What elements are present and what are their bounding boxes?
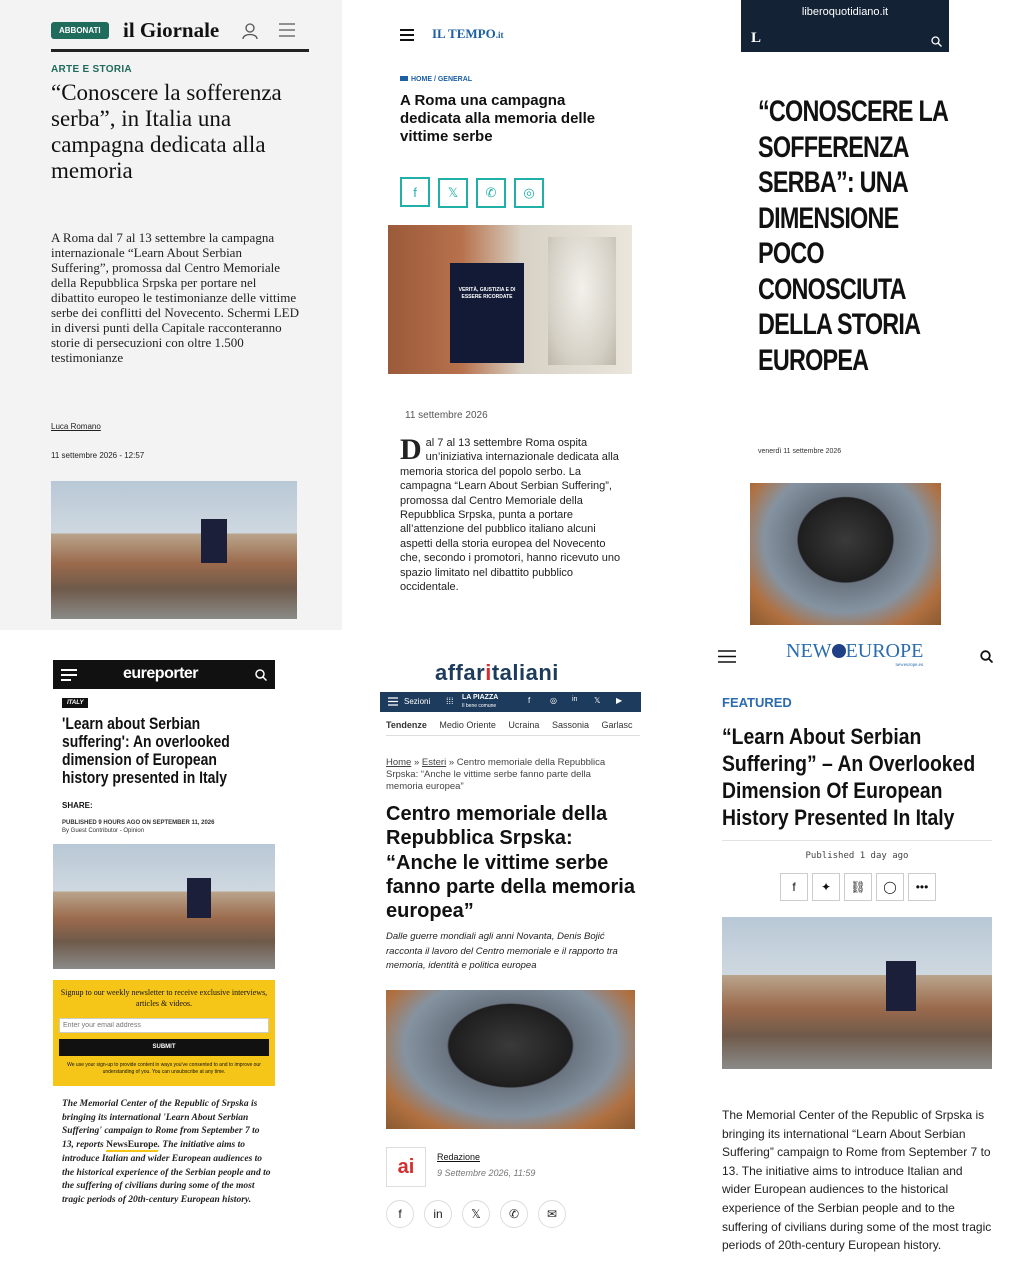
menu-icon[interactable] (279, 23, 295, 42)
affari-panel (342, 630, 682, 1261)
affari-navbar (380, 692, 641, 712)
search-icon[interactable] (980, 650, 993, 668)
subheadline: Dalle guerre mondiali agli anni Novanta, Denis Bojić racconta il lavoro del Centro memoriale e il rapporto tra memoria, identità e politica europea (386, 931, 618, 972)
libero-panel (682, 0, 1024, 630)
article-photo (388, 225, 632, 374)
search-icon[interactable] (931, 34, 942, 52)
publish-date: venerdì 11 settembre 2026 (758, 448, 842, 455)
share-bar (400, 177, 552, 208)
category-tag[interactable]: ITALY (62, 698, 88, 708)
share-bar (780, 873, 940, 901)
neweurope-panel (682, 630, 1024, 1261)
user-icon[interactable] (241, 22, 259, 45)
subscribe-badge[interactable]: ABBONATI (51, 22, 109, 39)
topic-sassonia[interactable]: Sassonia (551, 720, 589, 730)
instagram-icon[interactable]: ◎ (514, 178, 544, 208)
facebook-icon[interactable]: f (528, 696, 531, 705)
topic-tendenze[interactable]: Tendenze (386, 720, 427, 730)
article-body: The Memorial Center of the Republic of Srpska is bringing its international 'Learn About Serbian Suffering' campaign to Rome from September 7 to 13, reports NewsEurope. The initiative aims to introduce Italian and wider European audiences to the historical experience of the Serbian people and to the suffering of civilians during some of the most tragic periods of 20th-century European history. (62, 1099, 271, 1205)
newsletter-box (53, 980, 275, 1086)
byline[interactable]: By Guest Contributor - Opinion (62, 828, 145, 834)
libero-logo[interactable]: L (751, 30, 762, 46)
published-line: PUBLISHED 9 HOURS AGO ON SEPTEMBER 11, 2026 (62, 820, 215, 826)
affari-logo[interactable]: affaritaliani (435, 660, 559, 685)
article-body: The Memorial Center of the Republic of Srpska is bringing its international “Learn About Serbian Suffering” campaign to Rome from September 7 to 13. The initiative aims to introduce Italian and wider European audiences to the historical experience of the Serbian people and to the suffering of civilians during some of the most tragic periods of 20th-century European history. (722, 1108, 992, 1253)
breadcrumb: Home » Esteri » Centro memoriale della Repubblica Srpska: “Anche le vittime serbe fanno parte della memoria europea” (386, 757, 606, 792)
tempo-logo[interactable]: IL TEMPO.it (432, 26, 504, 41)
title-divider (722, 840, 992, 841)
linkedin-icon[interactable]: in (424, 1200, 452, 1228)
article-photo (51, 481, 297, 619)
article-photo (750, 483, 941, 625)
publish-date: 11 settembre 2026 (405, 410, 488, 421)
article-photo (386, 990, 635, 1129)
youtube-icon[interactable]: ▶ (616, 696, 623, 705)
newseurope-link[interactable]: NewsEurope (106, 1140, 158, 1151)
dropcap: D (400, 433, 422, 466)
grid-icon: ⁞⁞⁞ (446, 696, 454, 706)
submit-button[interactable]: SUBMIT (59, 1039, 269, 1056)
topic-ucraina[interactable]: Ucraina (508, 720, 540, 730)
menu-icon[interactable] (61, 668, 77, 686)
site-domain[interactable]: liberoquotidiano.it (801, 6, 889, 18)
eureporter-panel (0, 630, 342, 1261)
neweurope-logo[interactable]: NEW EUROPE neweurope.eu (786, 640, 924, 668)
headline: A Roma una campagna dedicata alla memoria delle vittime serbe (400, 92, 596, 145)
newsletter-text: Signup to our weekly newsletter to receive exclusive interviews, articles & videos. (60, 988, 268, 1008)
facebook-icon[interactable]: f (780, 873, 808, 901)
email-field[interactable] (59, 1018, 269, 1033)
article-body: Dal 7 al 13 settembre Roma ospita un’iniziativa internazionale dedicata alla memoria storica del popolo serbo. La campagna “Learn About Serbian Suffering”, promossa dal Centro Memoriale della Repubblica Srpska, punta a portare all’attenzione del pubblico italiano alcuni aspetti della storia europea del Novecento che, secondo i promotori, hanno ricevuto uno spazio limitato nel dibattito pubblico occidentale. (400, 433, 621, 594)
link-icon[interactable]: ⛓ (844, 873, 872, 901)
facebook-icon[interactable]: f (400, 177, 430, 207)
eureporter-logo[interactable]: eureporter (123, 665, 199, 682)
headline: “Learn About Serbian Suffering” – An Overlooked Dimension Of European History Presented In Italy (722, 724, 976, 830)
article-photo (53, 844, 275, 969)
linkedin-icon[interactable]: in (572, 696, 578, 703)
giornale-logo[interactable]: il Giornale (123, 18, 220, 42)
home-flag-icon (400, 76, 408, 81)
led-screen-text: VERITÀ, GIUSTIZIA E DI ESSERE RICORDATE (458, 287, 516, 300)
search-icon[interactable] (255, 668, 267, 686)
breadcrumb-home[interactable]: Home (386, 757, 412, 768)
breadcrumb-esteri[interactable]: Esteri (421, 757, 447, 768)
breadcrumb[interactable]: HOME / GENERAL (400, 76, 472, 83)
giornale-header (51, 18, 309, 52)
publish-date: 9 Settembre 2026, 11:59 (437, 1168, 536, 1178)
topic-medio-oriente[interactable]: Medio Oriente (439, 720, 496, 730)
piazza-link[interactable]: LA PIAZZA (462, 694, 499, 701)
menu-icon[interactable] (400, 28, 414, 46)
piazza-subtitle: Il bene comune (462, 703, 497, 709)
more-icon[interactable]: ••• (908, 873, 936, 901)
share-bar (386, 1200, 576, 1228)
twitter-icon[interactable]: ✦ (812, 873, 840, 901)
publish-date: 11 settembre 2026 - 12:57 (51, 451, 145, 460)
headline: 'Learn about Serbian suffering': An overlooked dimension of European history presented in Italy (62, 714, 230, 787)
topic-nav (386, 720, 640, 736)
whatsapp-icon[interactable]: ✆ (500, 1200, 528, 1228)
x-icon[interactable]: 𝕏 (594, 696, 601, 705)
x-icon[interactable]: 𝕏 (438, 178, 468, 208)
headline: Centro memoriale della Repubblica Srpska: “Anche le vittime serbe fanno parte della memoria europea” (386, 803, 635, 923)
globe-icon (832, 644, 846, 658)
email-icon[interactable]: ✉ (538, 1200, 566, 1228)
menu-icon[interactable] (388, 697, 398, 708)
logo-subtitle: neweurope.eu (895, 663, 924, 668)
menu-icon[interactable] (718, 650, 736, 668)
consent-text: We use your sign-up to provide content in ways you've consented to and to improve our understanding of you. You can unsubscribe at any time. (67, 1062, 261, 1075)
instagram-icon[interactable]: ◎ (550, 696, 557, 705)
headline: “Conoscere la sofferenza serba”, in Italia una campagna dedicata alla memoria (51, 80, 282, 183)
article-lead: A Roma dal 7 al 13 settembre la campagna internazionale “Learn About Serbian Suffering”, promossa dal Centro Memoriale della Repubblica Srpska per portare nel dibattito europeo le testimonianze delle vittime serbe dei conflitti del Novecento. Schermi LED in diversi punti della Capitale racconteranno storie di persecuzioni con oltre 1.500 testimonianze (51, 230, 300, 365)
share-label: SHARE: (62, 801, 93, 810)
tempo-panel (342, 0, 682, 630)
sections-menu[interactable]: Sezioni (404, 697, 431, 706)
libero-header (741, 0, 949, 52)
whatsapp-icon[interactable]: ✆ (476, 178, 506, 208)
comment-icon[interactable]: ◯ (876, 873, 904, 901)
featured-label[interactable]: FEATURED (722, 695, 792, 710)
article-photo (722, 917, 992, 1069)
author-link[interactable]: Luca Romano (51, 422, 101, 431)
topic-garlasco[interactable]: Garlasc (601, 720, 633, 730)
author-logo: ai (386, 1147, 426, 1187)
x-icon[interactable]: 𝕏 (462, 1200, 490, 1228)
headline: “CONOSCERE LA SOFFERENZA SERBA”: UNA DIMENSIONE POCO CONOSCIUTA DELLA STORIA EUROPEA (758, 95, 948, 377)
giornale-panel (0, 0, 342, 630)
section-label[interactable]: ARTE E STORIA (51, 64, 132, 75)
facebook-icon[interactable]: f (386, 1200, 414, 1228)
eureporter-header (53, 660, 275, 689)
author-name[interactable]: Redazione (437, 1152, 481, 1162)
published-line: Published 1 day ago (805, 851, 909, 861)
